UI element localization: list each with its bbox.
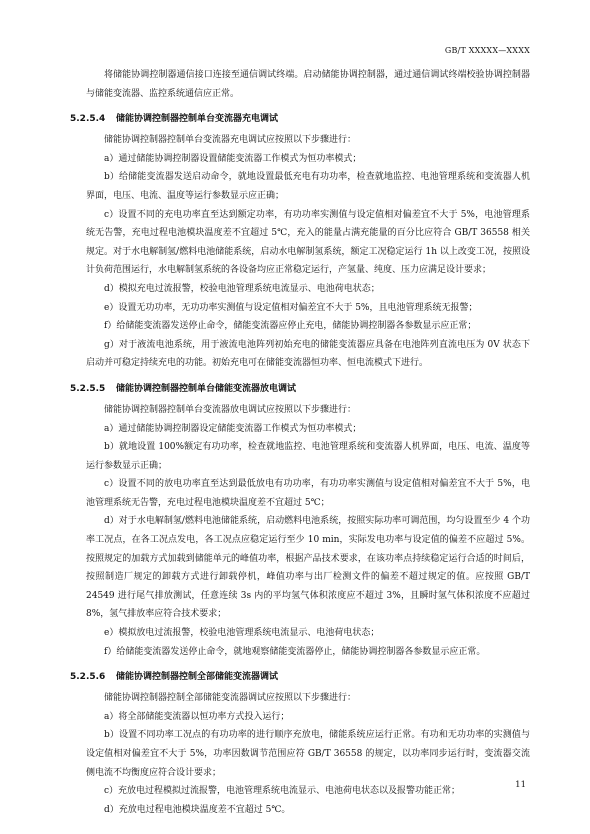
list-item: c）设置不同的放电功率直至达到最低放电有功功率，有功功率实测值与设定值相对偏差宜不大于 5%，电池管理系统无告警，充电过程电池模块温度差不宜超过 5℃； <box>86 479 530 508</box>
document-code-header: GB/T XXXXX—XXXX <box>444 46 530 55</box>
section-intro: 储能协调控制器控制单台变流器放电调试应按照以下步骤进行： <box>104 404 357 415</box>
list-item: a）将全部储能变流器以恒功率方式投入运行； <box>104 711 290 722</box>
list-item: f）给储能变流器发送停止命令，储能变流器应停止充电，储能协调控制器各参数显示应正常； <box>104 321 477 332</box>
list-item: e）模拟放电过流报警，校验电池管理系统电流显示、电池荷电状态； <box>104 628 380 639</box>
section-title: 储能协调控制器控制单台变流器充电调试 <box>116 114 279 125</box>
list-item: f）给储能变流器发送停止命令，就地观察储能变流器停止，储能协调控制器各参数显示应正常。 <box>104 646 486 657</box>
list-item: d）模拟充电过流报警，校验电池管理系统电流显示、电池荷电状态； <box>104 283 380 294</box>
section-heading-5256 <box>70 669 530 685</box>
list-item: g）对于液流电池系统，用于液流电池阵列初始充电的储能变流器应具备在电池阵列直流电压为 0V 状态下启动并可稳定持续充电的功能。初始充电可在储能变流器恒功率、恒电流模式下进行。 <box>86 339 530 369</box>
list-item: d）充放电过程电池模块温度差不宜超过 5℃。 <box>104 804 291 815</box>
list-item: d）对于水电解制氢/燃料电池储能系统，启动燃料电池系统，按照实际功率可调范围，均匀设置至少 4 个功率工况点，在各工况点发电，各工况点应稳定运行至少 10 min，实际发电功率与设定值的偏差不应超过 5%。按照规定的加载方式加载到储能单元的峰值功率，根据产品技术要求，在该功率点持续稳定运行合适的时间后，按照制造厂规定的卸载方式进行卸载停机，峰值功率与出厂检测文件的偏差不超过规定的值。应按照 GB/T 24549 进行尾气排放测试，任意连续 3s 内的平均氢气体积浓度应不超过 3%，且瞬时氢气体积浓度不应超过 8%，氢气排放率应符合技术要求； <box>86 516 530 620</box>
list-item: c）设置不同的充电功率直至达到额定功率，有功功率实测值与设定值相对偏差宜不大于 5%，电池管理系统无告警，充电过程电池模块温度差不宜超过 5℃，充入的能量占满充能量的百分比应符合 GB/T 36558 相关规定。对于水电解制氢/燃料电池储能系统，启动水电解制氢系统，额定工况稳定运行 1h 以上改变工况，按照设计负荷范围运行，水电解制氢系统的各设备均应正常稳定运行，产氢量、纯度、压力应满足设计要求； <box>86 209 530 276</box>
section-number: 5.2.5.4 <box>70 114 106 125</box>
intro-paragraph: 将储能协调控制器通信接口连接至通信调试终端。启动储能协调控制器，通过通信调试终端校验协调控制器与储能变流器、监控系统通信应正常。 <box>86 70 530 99</box>
section-intro: 储能协调控制器控制全部储能变流器调试应按照以下步骤进行： <box>104 693 357 704</box>
list-item: c）充放电过程模拟过流报警，电池管理系统电流显示、电池荷电状态以及报警功能正常； <box>104 786 461 797</box>
list-item: b）就地设置 100%额定有功功率，检查就地监控、电池管理系统和变流器人机界面，电压、电流、温度等运行参数显示正确； <box>86 442 530 471</box>
section-intro: 储能协调控制器控制单台变流器充电调试应按照以下步骤进行： <box>104 135 357 146</box>
section-number: 5.2.5.5 <box>70 383 106 394</box>
list-item: b）设置不同功率工况点的有功功率的进行顺序充放电，储能系统应运行正常。有功和无功功率的实测值与设定值相对偏差宜不大于 5%，功率因数调节范围应符 GB/T 36558 的规定，以功率同步运行时，变流器交流侧电流不均衡度应符合设计要求； <box>86 730 530 778</box>
list-item: b）给储能变流器发送启动命令，就地设置最低充电有功功率，检查就地监控、电池管理系统和变流器人机界面，电压、电流、温度等运行参数显示应正确； <box>86 172 530 201</box>
section-title: 储能协调控制器控制全部储能变流器调试 <box>116 672 279 683</box>
page-number: 11 <box>515 780 526 790</box>
list-item: a）通过储能协调控制器设置储能变流器工作模式为恒功率模式； <box>104 153 362 164</box>
section-heading-5254 <box>70 111 530 127</box>
list-item: a）通过储能协调控制器设定储能变流器工作模式为恒功率模式； <box>104 423 362 434</box>
section-title: 储能协调控制器控制单台储能变流器放电调试 <box>116 383 297 394</box>
section-heading-5255 <box>70 381 530 397</box>
section-number: 5.2.5.6 <box>70 672 106 683</box>
page-content <box>70 66 530 819</box>
list-item: e）设置无功功率，无功功率实测值与设定值相对偏差宜不大于 5%，且电池管理系统无报警； <box>104 302 478 313</box>
